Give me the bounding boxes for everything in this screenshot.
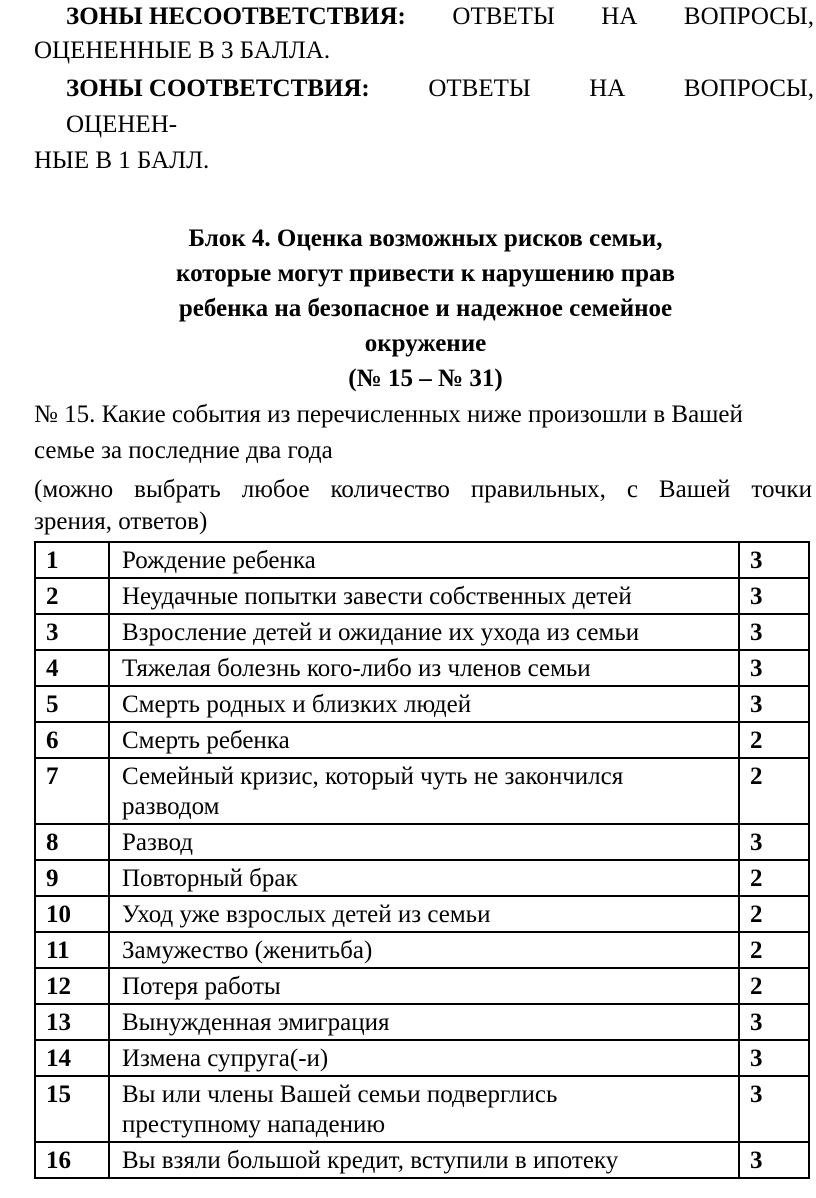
row-number: 15 [35,1076,109,1142]
row-number: 9 [35,860,109,896]
row-number: 10 [35,896,109,932]
noncompliance-label: ЗОНЫ НЕСООТВЕТСТВИЯ: [66,3,406,30]
question-word: с [626,476,638,503]
table-row [35,1004,809,1040]
row-number: 13 [35,1004,109,1040]
question-line-3 [34,475,812,505]
row-number: 11 [35,932,109,968]
question-line-4: зрения, ответов) [34,508,208,535]
row-number: 6 [35,722,109,758]
table-row [35,542,809,578]
row-score: 3 [739,1004,809,1040]
row-score: 2 [739,932,809,968]
block-title-line-3: ребенка на безопасное и надежное семейное [178,295,673,322]
row-number: 5 [35,686,109,722]
row-text: Тяжелая болезнь кого-либо из членов семьи [109,650,739,686]
row-number: 2 [35,578,109,614]
table-row [35,650,809,686]
block-title-line-2: которые могут привести к нарушению прав [176,260,675,287]
row-score: 3 [739,614,809,650]
events-table [34,541,810,1179]
row-text-line: Вы или члены Вашей семьи подверглись [122,1081,558,1108]
row-score: 2 [739,968,809,1004]
row-number: 3 [35,614,109,650]
question-word: Вашей [658,476,731,503]
table-row [35,1142,809,1178]
compliance-word-1: ОТВЕТЫ [428,75,531,102]
row-score: 2 [739,758,809,824]
question-word: любое [241,476,310,503]
row-score: 3 [739,1076,809,1142]
table-row [35,1076,809,1142]
row-number: 8 [35,824,109,860]
table-row [35,614,809,650]
row-text: Вынужденная эмиграция [109,1004,739,1040]
row-text-line: Семейный кризис, который чуть не закончился [122,763,624,790]
question-line-1: № 15. Какие события из перечисленных ниже произошли в Вашей [34,401,743,428]
table-row [35,968,809,1004]
row-score: 3 [739,578,809,614]
table-row [35,896,809,932]
row-text: Повторный брак [109,860,739,896]
row-text-line: преступному нападению [122,1111,386,1138]
row-score: 3 [739,1142,809,1178]
row-number: 4 [35,650,109,686]
row-score: 3 [739,686,809,722]
row-text: Потеря работы [109,968,739,1004]
row-number: 14 [35,1040,109,1076]
row-text: Уход уже взрослых детей из семьи [109,896,739,932]
row-text: Вы взяли большой кредит, вступили в ипотеку [109,1142,739,1178]
row-number: 7 [35,758,109,824]
table-row [35,722,809,758]
compliance-word-3: ВОПРОСЫ, [683,75,814,102]
row-text: Смерть родных и близких людей [109,686,739,722]
compliance-line-1 [66,74,814,104]
compliance-line-2: ОЦЕНЕН- [66,111,178,138]
table-row [35,686,809,722]
table-row [35,932,809,968]
question-word: (можно [34,476,114,503]
row-score: 2 [739,896,809,932]
table-row [35,578,809,614]
question-word: выбрать [134,476,221,503]
noncompliance-word-2: НА [601,3,638,30]
row-text: Смерть ребенка [109,722,739,758]
question-word: правильных, [470,476,606,503]
compliance-label: ЗОНЫ СООТВЕТСТВИЯ: [66,75,370,102]
table-row [35,860,809,896]
row-number: 1 [35,542,109,578]
question-word: точки [751,476,812,503]
row-text [109,758,739,824]
block-title-line-4: окружение [364,330,487,357]
row-text [109,1076,739,1142]
compliance-line-3: НЫЕ В 1 БАЛЛ. [34,147,210,174]
table-row [35,824,809,860]
question-line-2: семье за последние два года [34,437,333,464]
row-text: Рождение ребенка [109,542,739,578]
row-text: Замужество (женитьба) [109,932,739,968]
table-row [35,1040,809,1076]
noncompliance-word-3: ВОПРОСЫ, [683,3,814,30]
row-text: Развод [109,824,739,860]
block-title-line-5: (№ 15 – № 31) [348,365,503,392]
block-title-line-1: Блок 4. Оценка возможных рисков семьи, [188,225,663,252]
row-score: 3 [739,824,809,860]
row-text: Измена супруга(-и) [109,1040,739,1076]
row-score: 3 [739,542,809,578]
noncompliance-word-1: ОТВЕТЫ [452,3,555,30]
row-score: 2 [739,722,809,758]
row-text: Взросление детей и ожидание их ухода из семьи [109,614,739,650]
row-score: 3 [739,1040,809,1076]
row-text: Неудачные попытки завести собственных детей [109,578,739,614]
compliance-word-2: НА [589,75,626,102]
row-score: 3 [739,650,809,686]
table-row [35,758,809,824]
row-score: 2 [739,860,809,896]
row-number: 16 [35,1142,109,1178]
question-word: количество [330,476,450,503]
row-number: 12 [35,968,109,1004]
noncompliance-line-1 [66,2,814,32]
noncompliance-line-2: ОЦЕНЕННЫЕ В 3 БАЛЛА. [34,37,331,64]
row-text-line: разводом [122,793,220,820]
